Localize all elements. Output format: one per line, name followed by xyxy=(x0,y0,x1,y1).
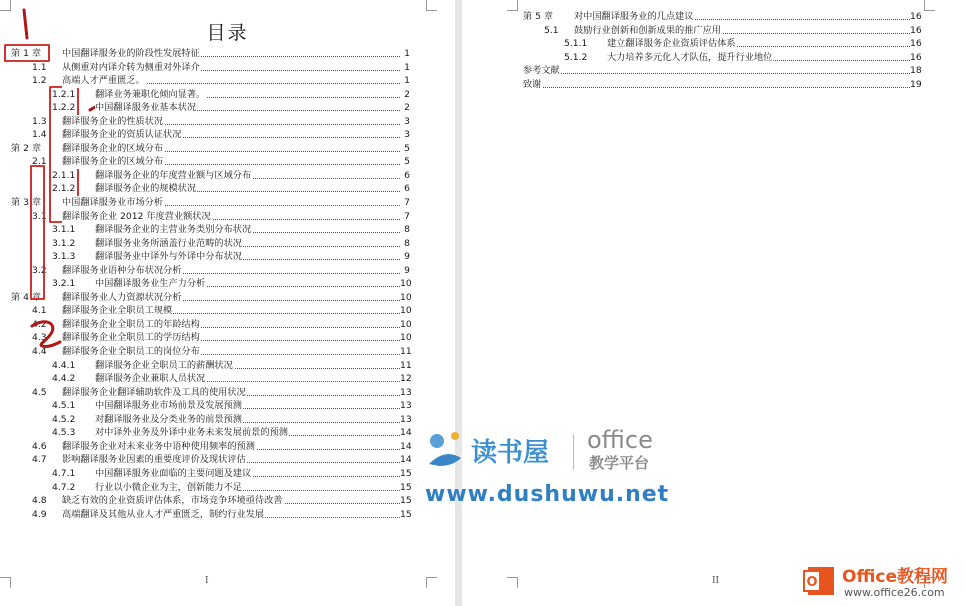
toc-entry-number: 4.4.1 xyxy=(52,359,76,371)
toc-entry-number: 第 3 章 xyxy=(11,197,42,209)
toc-entry-number: 2.1 xyxy=(32,156,47,168)
toc-entry-page: 6 xyxy=(404,183,410,195)
toc-entry-page: 15 xyxy=(400,495,412,507)
toc-entry-number: 4.2 xyxy=(32,318,47,330)
watermark-corner xyxy=(800,560,965,606)
toc-entry-title: 翻译服务企业的规模状况 xyxy=(95,183,197,195)
toc-entry-page: 10 xyxy=(400,318,412,330)
watermark-logo-icon xyxy=(425,428,465,468)
toc-entry-title: 翻译业务兼职化倾向显著。 xyxy=(95,88,206,100)
toc-entry-page: 10 xyxy=(400,332,412,344)
toc-entry-title: 翻译服务企业全职员工的岗位分布 xyxy=(62,346,200,358)
toc-entry-number: 4.4 xyxy=(32,346,47,358)
toc-entry-title: 中国翻译服务业基本状况 xyxy=(95,102,197,114)
toc-entry-title: 高端翻译及其他从业人才严重匮乏，制约行业发展 xyxy=(62,508,265,520)
toc-entry-title: 翻译服务业人力资源状况分析 xyxy=(62,291,182,303)
toc-entry-number: 1.3 xyxy=(32,115,47,127)
toc-entry-number: 4.3 xyxy=(32,332,47,344)
toc-entry-number: 4.7 xyxy=(32,454,47,466)
toc-entry-page: 9 xyxy=(404,251,410,263)
watermark-corner-url: www.office26.com xyxy=(844,586,945,599)
toc-entry-title: 对翻译服务业及分类业务的前景预测 xyxy=(95,413,242,425)
toc-entry-page: 9 xyxy=(404,264,410,276)
toc-entry-number: 4.5 xyxy=(32,386,47,398)
toc-entry-number: 5.1.2 xyxy=(564,51,588,63)
toc-entry-number: 4.5.3 xyxy=(52,427,76,439)
toc-entry-page: 1 xyxy=(404,48,410,59)
toc-entry-page: 11 xyxy=(400,346,412,358)
toc-entry-number: 1.4 xyxy=(32,129,47,141)
toc-entry-number: 4.1 xyxy=(32,305,47,317)
toc-entry-page: 13 xyxy=(400,386,412,398)
toc-entry-title: 翻译服务企业的区域分布 xyxy=(62,142,164,154)
toc-entry-title: 翻译服务企业的性质状况 xyxy=(62,115,164,127)
toc-entry-title: 中国翻译服务业市场分析 xyxy=(62,197,164,209)
office-logo-icon xyxy=(802,563,838,599)
toc-entry-page: 3 xyxy=(404,115,410,127)
toc-entry-number: 4.5.2 xyxy=(52,413,76,425)
toc-entry-title: 翻译服务企业的资质认证状况 xyxy=(62,129,182,141)
toc-entry-page: 7 xyxy=(404,197,410,209)
toc-entry-title: 翻译服务企业全职员工的年龄结构 xyxy=(62,318,200,330)
toc-entry-title: 高端人才严重匮乏。 xyxy=(62,75,145,87)
toc-entry-title: 翻译服务企业全职员工的薪酬状况 xyxy=(95,359,233,371)
toc-entry-page: 5 xyxy=(404,156,410,168)
toc-entry-number: 1.1 xyxy=(32,61,47,73)
toc-entry-page: 10 xyxy=(400,305,412,317)
toc-entry-title: 翻译服务企业 2012 年度营业额状况 xyxy=(62,210,211,222)
toc-entry-page: 7 xyxy=(404,210,410,222)
toc-entry-number: 第 2 章 xyxy=(11,142,42,154)
page-number: II xyxy=(712,576,720,586)
watermark-brand-office: office xyxy=(587,426,653,454)
watermark-corner-brand: Office教程网 xyxy=(842,567,949,587)
annotation-box-level2 xyxy=(31,166,44,299)
toc-entry-number: 5.1.1 xyxy=(564,38,588,50)
toc-entry-page: 5 xyxy=(404,142,410,154)
toc-entry-title: 翻译服务企业的主营业务类别分布状况 xyxy=(95,224,252,236)
toc-entry-number: 3.1.2 xyxy=(52,237,76,249)
svg-text:O: O xyxy=(806,575,818,590)
toc-entry-title: 翻译服务企业的区域分布 xyxy=(62,156,164,168)
toc-entry-page: 18 xyxy=(910,65,922,77)
toc-entry-title: 翻译服务企业兼职人员状况 xyxy=(95,373,206,385)
toc-entry-title: 影响翻译服务业因素的重要度评价及现状评估 xyxy=(62,454,246,466)
toc-entry-number: 2.1.1 xyxy=(52,169,76,181)
toc-entry-page: 16 xyxy=(910,11,922,22)
toc-entry-title: 参考文献 xyxy=(523,65,560,77)
toc-entry-page: 14 xyxy=(400,454,412,466)
toc-entry-title: 翻译服务企业全职员工的学历结构 xyxy=(62,332,200,344)
toc-entry-number: 4.4.2 xyxy=(52,373,76,385)
toc-title: 目录 xyxy=(206,22,249,44)
toc-entry-title: 对中译外业务及外译中业务未来发展前景的预测 xyxy=(95,427,288,439)
toc-entry-page: 12 xyxy=(400,373,412,385)
toc-entry-number: 3.1 xyxy=(32,210,47,222)
toc-entry-title: 中国翻译服务业的阶段性发展特征 xyxy=(62,48,200,59)
toc-entry-title: 缺乏有效的企业资质评估体系，市场竞争环境亟待改善 xyxy=(62,495,283,507)
annotation-mark-2 xyxy=(32,322,60,347)
toc-entry-page: 10 xyxy=(400,278,412,290)
toc-entry-page: 11 xyxy=(400,359,412,371)
toc-entry-title: 翻译服务企业全职员工规模 xyxy=(62,305,173,317)
toc-entry-page: 19 xyxy=(910,78,922,90)
toc-entry-title: 致谢 xyxy=(523,78,542,90)
watermark-brand-sub: 教学平台 xyxy=(589,454,650,472)
toc-entry-title: 大力培养多元化人才队伍，提升行业地位 xyxy=(607,51,773,63)
toc-entry-title: 行业以小微企业为主，创新能力不足 xyxy=(95,481,242,493)
toc-entry-number: 4.7.2 xyxy=(52,481,76,493)
toc-entry-title: 从侧重对内译介转为侧重对外译介 xyxy=(62,61,200,73)
toc-entry-number: 3.2 xyxy=(32,264,47,276)
toc-entry-page: 6 xyxy=(404,169,410,181)
toc-entry-title: 翻译服务企业对未来业务中语种使用频率的预测 xyxy=(62,440,255,452)
watermark-brand-cn: 读书屋 xyxy=(471,438,550,468)
toc-entry-title: 建立翻译服务企业资质评估体系 xyxy=(607,38,736,50)
toc-entry-number: 4.5.1 xyxy=(52,400,76,412)
toc-entry-title: 翻译服务企业翻译辅助软件及工具的使用状况 xyxy=(62,386,246,398)
toc-entry-title: 中国翻译服务业市场前景及发展预测 xyxy=(95,400,242,412)
toc-entry-title: 翻译服务业语种分布状况分析 xyxy=(62,264,182,276)
toc-entry-title: 翻译服务业中译外与外译中分布状况 xyxy=(95,251,242,263)
toc-entry-number: 1.2 xyxy=(32,75,47,87)
toc-entry-page: 16 xyxy=(910,38,922,50)
toc-entry-title: 中国翻译服务业面临的主要问题及建议 xyxy=(95,467,252,479)
toc-entry-page: 13 xyxy=(400,400,412,412)
toc-entry-page: 15 xyxy=(400,467,412,479)
toc-entry-page: 2 xyxy=(404,88,410,100)
toc-entry-number: 2.1.2 xyxy=(52,183,76,195)
toc-entry-page: 16 xyxy=(910,51,922,63)
toc-entry-number: 第 5 章 xyxy=(523,11,554,22)
toc-entry-number: 5.1 xyxy=(544,24,559,36)
toc-entry-number: 4.8 xyxy=(32,495,47,507)
toc-entry-title: 对中国翻译服务业的几点建议 xyxy=(574,11,694,22)
toc-entry-number: 3.1.1 xyxy=(52,224,76,236)
toc-entry-number: 4.6 xyxy=(32,440,47,452)
watermark-dushuwu xyxy=(425,426,670,507)
toc-entry-page: 2 xyxy=(404,102,410,114)
watermark-url: www.dushuwu.net xyxy=(425,482,670,507)
toc-entry-page: 10 xyxy=(400,291,412,303)
annotation-box-chapter xyxy=(5,45,49,61)
toc-entry-number: 3.1.3 xyxy=(52,251,76,263)
toc-entry-number: 第 4 章 xyxy=(11,291,42,303)
toc-entry-page: 1 xyxy=(404,75,410,87)
toc-entry-page: 16 xyxy=(910,24,922,36)
toc-entry-title: 翻译服务业务所涵盖行业范畴的状况 xyxy=(95,237,242,249)
annotation-mark-1 xyxy=(24,10,27,38)
toc-entry-page: 1 xyxy=(404,61,410,73)
page-number: I xyxy=(205,576,209,586)
toc-entry-page: 8 xyxy=(404,237,410,249)
toc-entry-number: 4.9 xyxy=(32,508,47,520)
toc-entry-title: 翻译服务企业的年度营业额与区域分布 xyxy=(95,169,252,181)
toc-entry-number: 4.7.1 xyxy=(52,467,76,479)
toc-entry-page: 13 xyxy=(400,413,412,425)
toc-entry-number: 3.2.1 xyxy=(52,278,76,290)
toc-entry-page: 15 xyxy=(400,508,412,520)
toc-entry-page: 14 xyxy=(400,440,412,452)
toc-entry-page: 3 xyxy=(404,129,410,141)
toc-entry-page: 14 xyxy=(400,427,412,439)
toc-entry-page: 15 xyxy=(400,481,412,493)
toc-entry-title: 鼓励行业创新和创新成果的推广应用 xyxy=(574,24,721,36)
toc-entry-title: 中国翻译服务业生产力分析 xyxy=(95,278,206,290)
toc-entry-number: 1.2.2 xyxy=(52,102,76,114)
toc-entry-number: 1.2.1 xyxy=(52,88,76,100)
toc-entry-number: 第 1 章 xyxy=(11,48,42,59)
toc-entry-page: 8 xyxy=(404,224,410,236)
